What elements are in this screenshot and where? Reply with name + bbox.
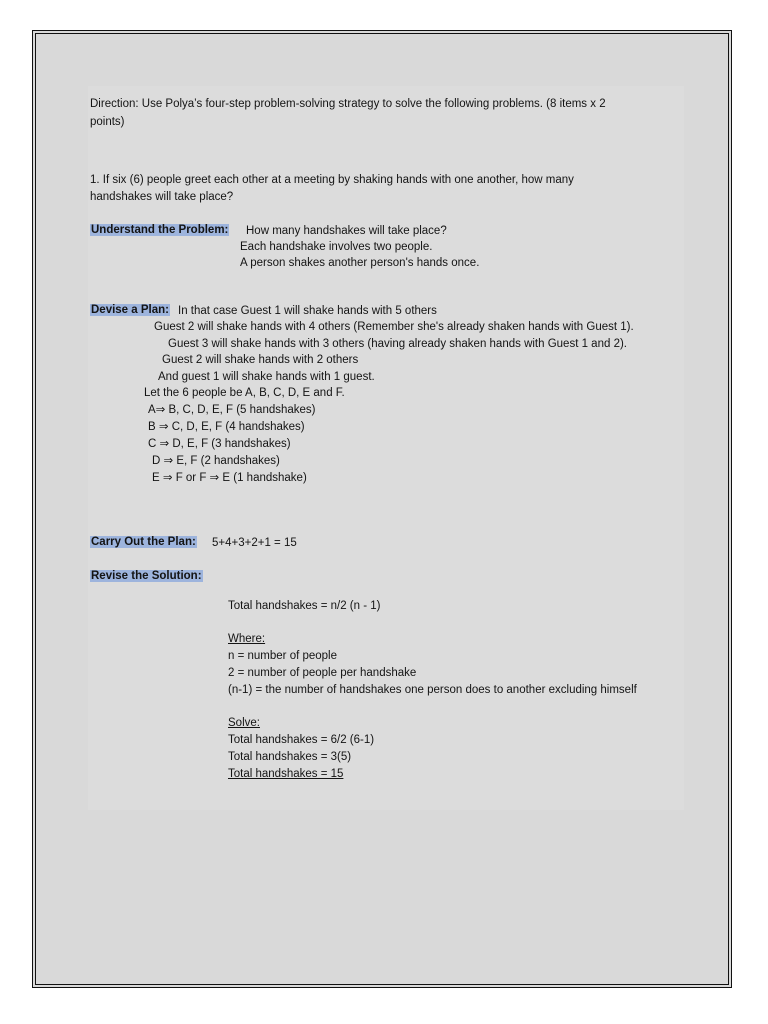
devise-line-2: Guest 2 will shake hands with 4 others (Remember she's already shaken hands with Guest 1). [154, 321, 634, 333]
direction-line-2: points) [90, 116, 125, 128]
direction-line-1: Direction: Use Polya’s four-step problem-solving strategy to solve the following problems. (8 items x 2 [90, 98, 606, 110]
solve-line-1: Total handshakes = 6/2 (6-1) [228, 734, 375, 746]
solve-line-2: Total handshakes = 3(5) [228, 751, 352, 763]
devise-line-5: And guest 1 will shake hands with 1 guest. [158, 371, 375, 383]
revise-heading-label: Revise the Solution: [91, 570, 202, 582]
carry-heading [90, 534, 197, 550]
solve-line-3: Total handshakes = 15 [228, 768, 344, 780]
devise-line-7: A⇒ B, C, D, E, F (5 handshakes) [148, 404, 316, 416]
devise-heading [90, 302, 170, 318]
document-page [32, 30, 732, 988]
devise-line-9: C ⇒ D, E, F (3 handshakes) [148, 438, 291, 450]
understand-heading [90, 222, 229, 238]
carry-heading-label: Carry Out the Plan: [91, 536, 196, 548]
where-line-1: n = number of people [228, 650, 338, 662]
devise-line-6: Let the 6 people be A, B, C, D, E and F. [144, 387, 345, 399]
devise-line-1: In that case Guest 1 will shake hands with 5 others [178, 305, 437, 317]
understand-line-2: Each handshake involves two people. [240, 241, 433, 253]
understand-line-1: How many handshakes will take place? [246, 225, 447, 237]
problem-line-2: handshakes will take place? [90, 191, 234, 203]
devise-line-4: Guest 2 will shake hands with 2 others [162, 354, 359, 366]
where-line-3: (n-1) = the number of handshakes one person does to another excluding himself [228, 684, 637, 696]
revise-formula: Total handshakes = n/2 (n - 1) [228, 600, 381, 612]
devise-line-8: B ⇒ C, D, E, F (4 handshakes) [148, 421, 305, 433]
revise-heading [90, 568, 203, 584]
devise-line-10: D ⇒ E, F (2 handshakes) [152, 455, 280, 467]
carry-value: 5+4+3+2+1 = 15 [212, 537, 297, 549]
understand-heading-label: Understand the Problem: [91, 224, 229, 236]
understand-line-3: A person shakes another person's hands once. [240, 257, 480, 269]
problem-line-1: 1. If six (6) people greet each other at a meeting by shaking hands with one another, how many [90, 174, 574, 186]
devise-line-3: Guest 3 will shake hands with 3 others (having already shaken hands with Guest 1 and 2). [168, 338, 627, 350]
where-label: Where: [228, 633, 266, 645]
devise-heading-label: Devise a Plan: [91, 304, 169, 316]
where-line-2: 2 = number of people per handshake [228, 667, 417, 679]
solve-label: Solve: [228, 717, 260, 729]
devise-line-11: E ⇒ F or F ⇒ E (1 handshake) [152, 472, 307, 484]
